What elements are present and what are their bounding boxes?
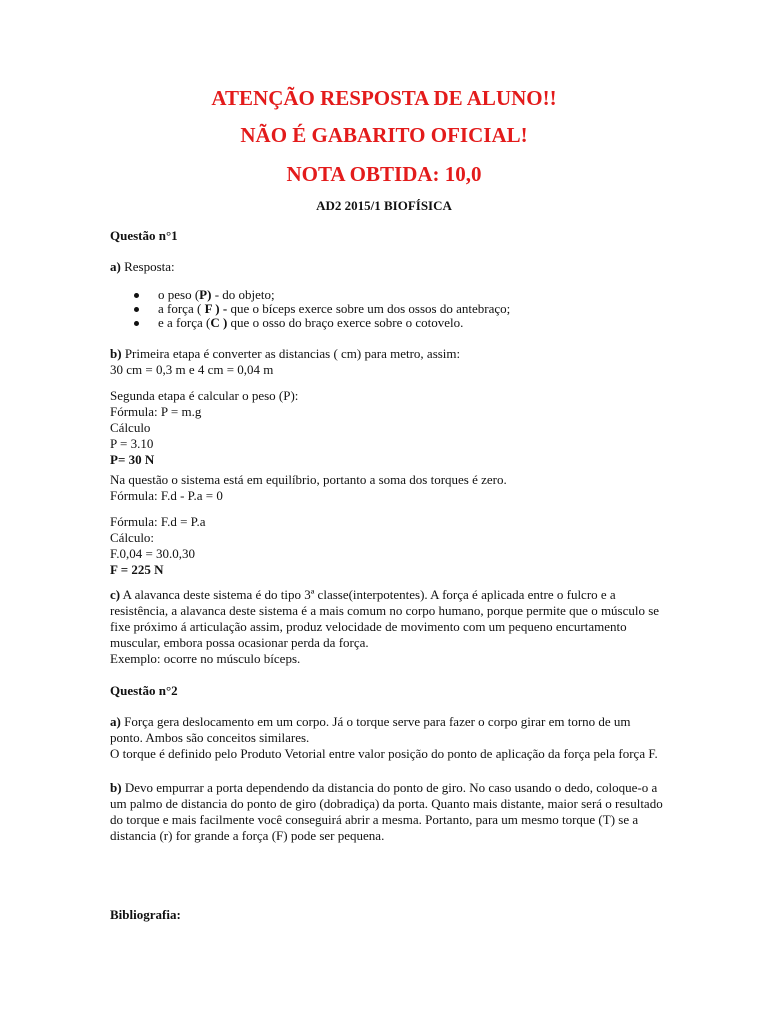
answer-text: Resposta: xyxy=(120,259,175,274)
warning-heading: ATENÇÃO RESPOSTA DE ALUNO!! xyxy=(211,86,557,110)
force-result: F = 225 N xyxy=(110,562,164,577)
bullet-icon xyxy=(134,307,139,312)
question-2-title: Questão n°2 xyxy=(110,683,178,698)
bibliography-heading: Bibliografia: xyxy=(110,907,181,922)
question-1c: c) A alavanca deste sistema é do tipo 3ª classe(interpotentes). A força é aplicada entre o fulcro e a resistência, a alavanca deste sistema é a mais comum no corpo humano, porque permite que o músculo se fixe próximo á articulação assim, produz velocidade de movimento com um pequeno encurtamento muscular, embora possa ocasionar perda da força. Exemplo: ocorre no músculo bíceps. xyxy=(110,587,660,666)
weight-calculation: Segunda etapa é calcular o peso (P): Fórmula: P = m.g Cálculo P = 3.10 P= 30 N xyxy=(110,388,670,468)
question-1a xyxy=(110,259,670,275)
list-item: e a força (C ) que o osso do braço exerce sobre o cotovelo. xyxy=(110,316,670,330)
document-subtitle: AD2 2015/1 BIOFÍSICA xyxy=(316,198,452,213)
question-1b: b) Primeira etapa é converter as distancias ( cm) para metro, assim: 30 cm = 0,3 m e 4 cm = 0,04 m xyxy=(110,346,461,377)
force-calculation: Fórmula: F.d = P.a Cálculo: F.0,04 = 30.0,30 F = 225 N xyxy=(110,514,670,578)
question-1-title: Questão n°1 xyxy=(110,228,178,243)
question-2b: b) Devo empurrar a porta dependendo da distancia do ponto de giro. No caso usando o dedo, coloque-o a um palmo de distancia do ponto de giro (dobradiça) da porta. Quanto mais distante, maior será o resultado do torque e mais facilmente você conseguirá abrir a mesma. Portanto, para um mesmo torque (T) se a distancia (r) for grande a força (F) pode ser pequena. xyxy=(110,780,663,843)
question-2a: a) Força gera deslocamento em um corpo. Já o torque serve para fazer o corpo girar em torno de um ponto. Ambos são conceitos similares. O torque é definido pelo Produto Vetorial entre valor posição do ponto de aplicação da força pela força F. xyxy=(110,714,658,761)
not-official-heading: NÃO É GABARITO OFICIAL! xyxy=(240,123,528,147)
grade-heading: NOTA OBTIDA: 10,0 xyxy=(286,162,482,186)
list-item: a força ( F ) - que o bíceps exerce sobre um dos ossos do antebraço; xyxy=(110,302,670,316)
answer-label: a) xyxy=(110,259,121,274)
equilibrium-statement: Na questão o sistema está em equilíbrio, portanto a soma dos torques é zero. Fórmula: F.d - P.a = 0 xyxy=(110,472,507,503)
weight-result: P= 30 N xyxy=(110,452,155,467)
bullet-icon xyxy=(134,293,139,298)
forces-list xyxy=(110,288,670,330)
bullet-icon xyxy=(134,321,139,326)
list-item: o peso (P) - do objeto; xyxy=(110,288,670,302)
